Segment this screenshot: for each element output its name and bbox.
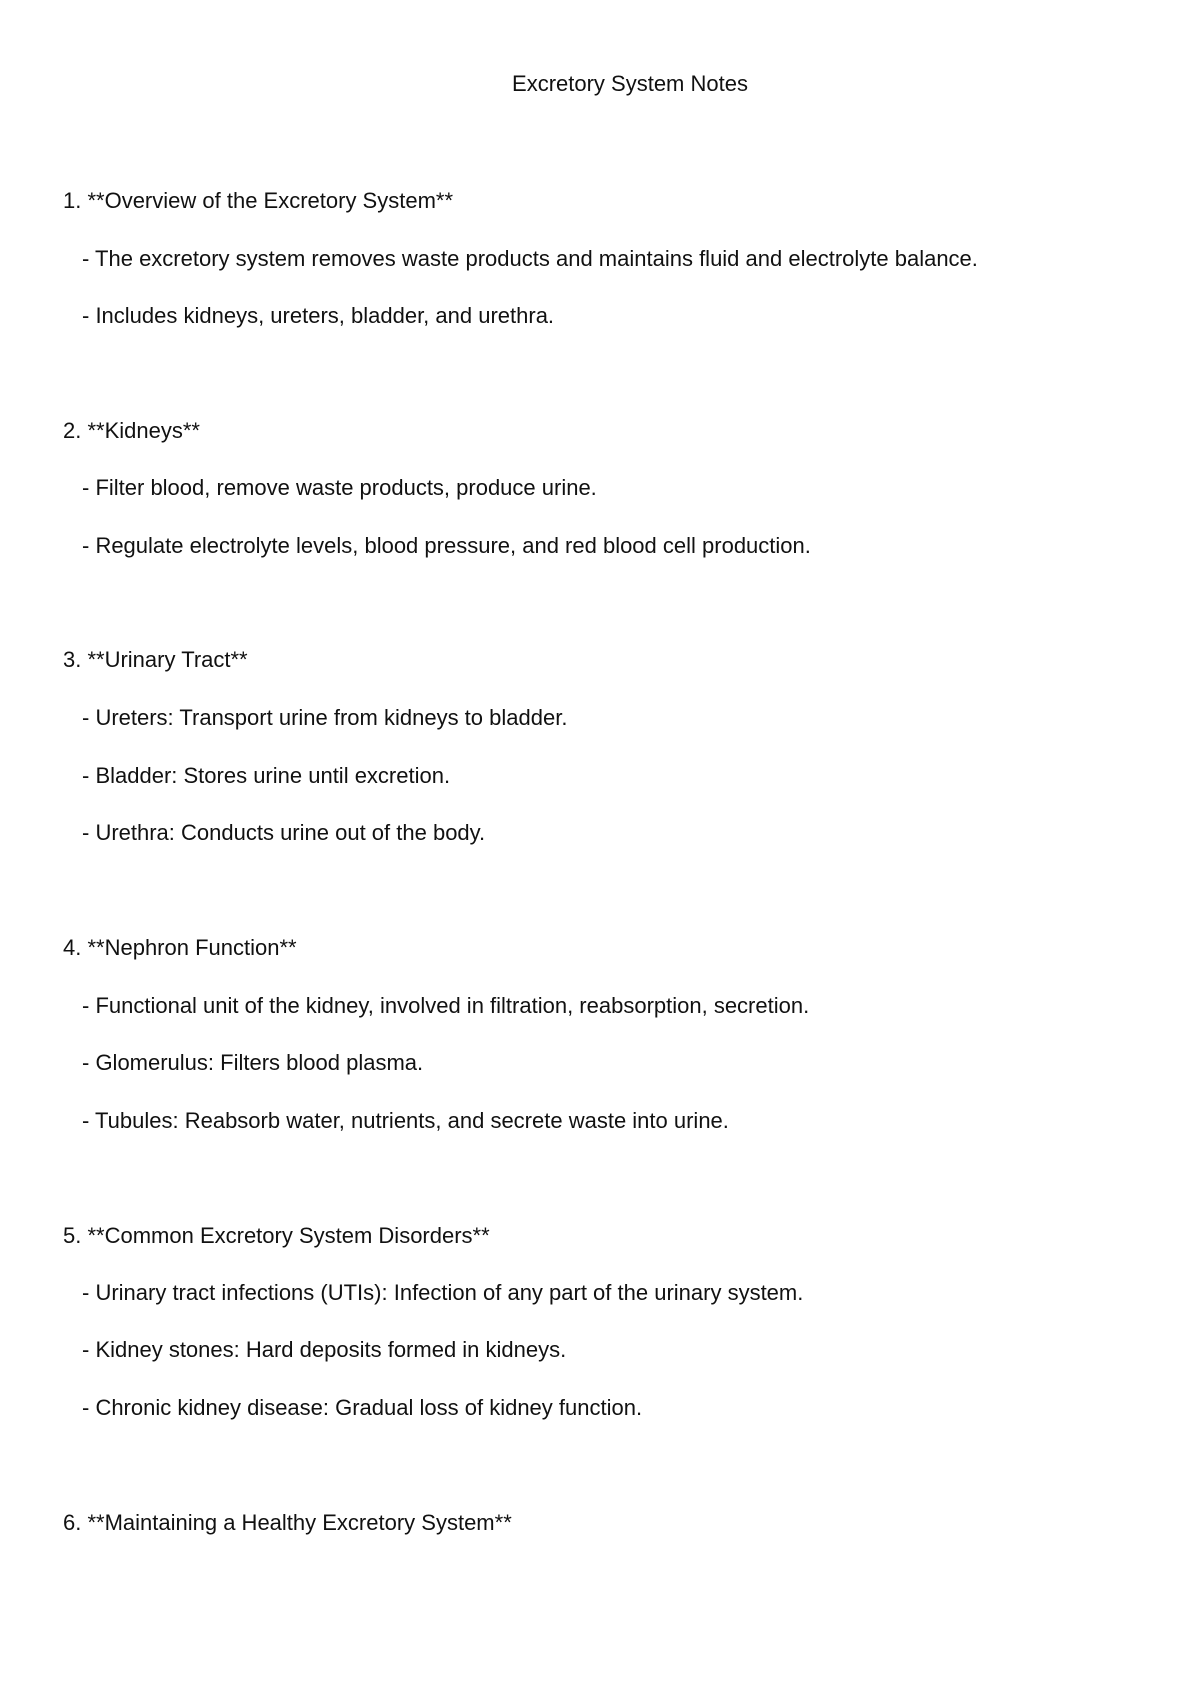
section-heading-overview: 1. **Overview of the Excretory System** (63, 188, 454, 213)
list-item: - Ureters: Transport urine from kidneys to bladder. (82, 705, 568, 730)
section-heading-nephron-function: 4. **Nephron Function** (63, 935, 297, 960)
list-item: - Chronic kidney disease: Gradual loss of kidney function. (82, 1395, 643, 1420)
list-item: - Includes kidneys, ureters, bladder, and urethra. (82, 303, 555, 328)
list-item: - Glomerulus: Filters blood plasma. (82, 1050, 424, 1075)
list-item: - Bladder: Stores urine until excretion. (82, 763, 451, 788)
page-title: Excretory System Notes (512, 71, 748, 96)
section-heading-urinary-tract: 3. **Urinary Tract** (63, 647, 248, 672)
section-heading-maintaining-health: 6. **Maintaining a Healthy Excretory System** (63, 1510, 512, 1535)
list-item: - Kidney stones: Hard deposits formed in kidneys. (82, 1337, 567, 1362)
list-item: - Urinary tract infections (UTIs): Infection of any part of the urinary system. (82, 1280, 804, 1305)
list-item: - Tubules: Reabsorb water, nutrients, and secrete waste into urine. (82, 1108, 729, 1133)
list-item: - Regulate electrolyte levels, blood pressure, and red blood cell production. (82, 533, 811, 558)
list-item: - The excretory system removes waste products and maintains fluid and electrolyte balance. (82, 246, 978, 271)
section-heading-kidneys: 2. **Kidneys** (63, 418, 200, 443)
list-item: - Filter blood, remove waste products, produce urine. (82, 475, 597, 500)
list-item: - Functional unit of the kidney, involved in filtration, reabsorption, secretion. (82, 993, 810, 1018)
section-heading-disorders: 5. **Common Excretory System Disorders** (63, 1223, 490, 1248)
list-item: - Urethra: Conducts urine out of the body. (82, 820, 486, 845)
